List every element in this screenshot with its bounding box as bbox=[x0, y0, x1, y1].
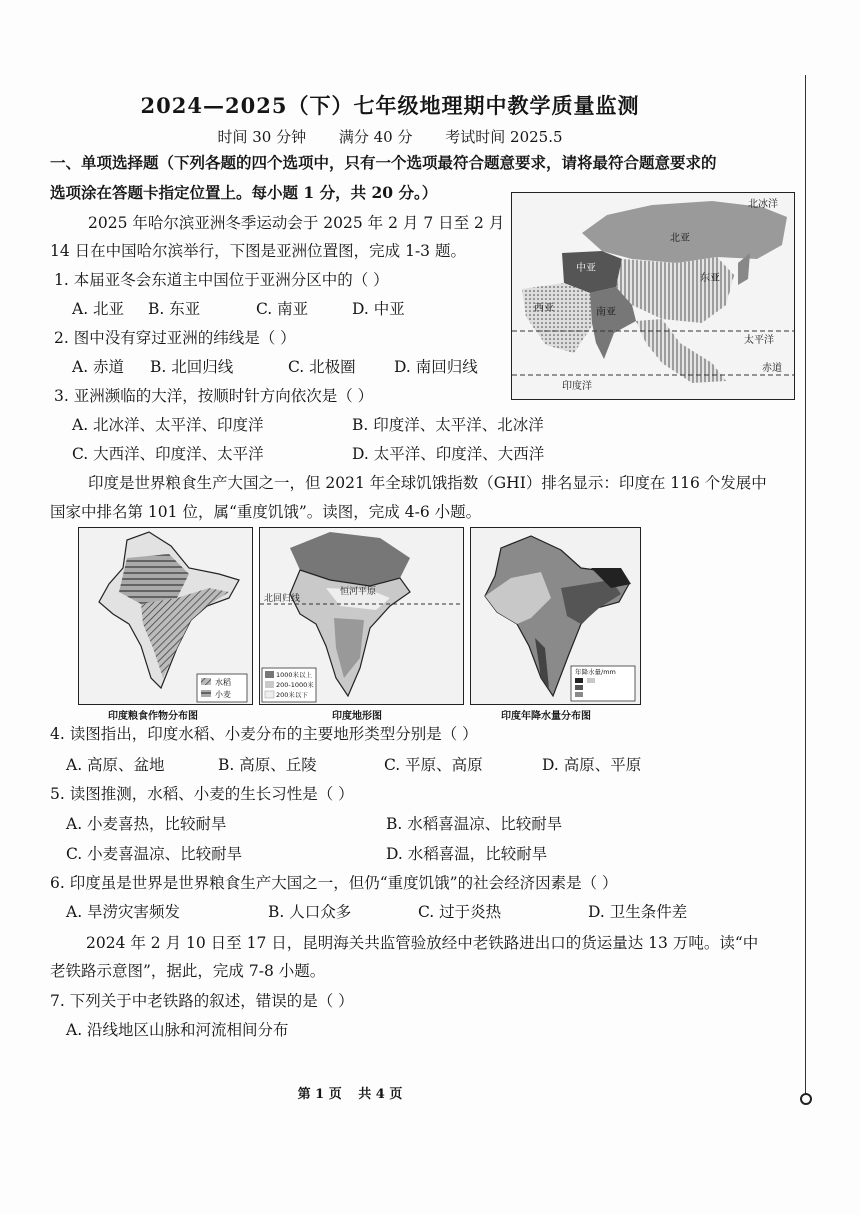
label-tropic-of-cancer: 北回归线 bbox=[264, 594, 301, 604]
page-total: 共 4 页 bbox=[358, 1087, 403, 1102]
label-arctic-ocean: 北冰洋 bbox=[748, 199, 778, 210]
intro3-line2: 老铁路示意图”，据此，完成 7-8 小题。 bbox=[50, 962, 326, 980]
q1-option-d: D. 中亚 bbox=[352, 300, 405, 318]
legend-200-1000m: 200-1000米 bbox=[276, 681, 314, 689]
q5-option-c: C. 小麦喜温凉、比较耐旱 bbox=[66, 845, 243, 863]
q6-option-d: D. 卫生条件差 bbox=[588, 903, 688, 921]
q6-option-c: C. 过于炎热 bbox=[418, 903, 502, 921]
intro1-line2: 14 日在中国哈尔滨举行，下图是亚洲位置图，完成 1-3 题。 bbox=[50, 242, 466, 260]
q6-option-a: A. 旱涝灾害频发 bbox=[66, 903, 181, 921]
label-central-asia: 中亚 bbox=[576, 263, 596, 274]
exam-info bbox=[0, 126, 780, 147]
india-crop-map bbox=[78, 527, 253, 705]
section-heading-line1: 一、单项选择题（下列各题的四个选项中，只有一个选项最符合题意要求，请将最符合题意要求的 bbox=[50, 153, 717, 172]
q5-option-b: B. 水稻喜温凉、比较耐旱 bbox=[386, 815, 563, 833]
q5-option-a: A. 小麦喜热，比较耐旱 bbox=[66, 815, 227, 833]
intro3-line1: 2024 年 2 月 10 日至 17 日，昆明海关共监管验放经中老铁路进出口的货运量达 13 万吨。读“中 bbox=[86, 934, 759, 952]
q1-stem: 1. 本届亚冬会东道主中国位于亚洲分区中的（ ） bbox=[54, 271, 389, 289]
binding-margin-line bbox=[805, 75, 806, 1095]
q1-option-b: B. 东亚 bbox=[148, 300, 201, 318]
q3-option-c: C. 大西洋、印度洋、太平洋 bbox=[72, 445, 264, 463]
q2-option-c: C. 北极圈 bbox=[288, 358, 356, 376]
rainfall-map-caption: 印度年降水量分布图 bbox=[501, 711, 591, 722]
legend-rice: 水稻 bbox=[215, 678, 231, 687]
label-east-asia: 东亚 bbox=[700, 273, 720, 284]
q3-stem: 3. 亚洲濒临的大洋，按顺时针方向依次是（ ） bbox=[54, 387, 374, 405]
q3-option-b: B. 印度洋、太平洋、北冰洋 bbox=[352, 416, 544, 434]
intro2-line2: 国家中排名第 101 位，属“重度饥饿”。读图，完成 4-6 小题。 bbox=[50, 503, 482, 521]
q4-option-c: C. 平原、高原 bbox=[384, 756, 483, 774]
q3-option-d: D. 太平洋、印度洋、大西洋 bbox=[352, 445, 545, 463]
india-rainfall-map bbox=[470, 527, 641, 705]
label-south-asia: 南亚 bbox=[596, 307, 616, 318]
legend-above-1000m: 1000米以上 bbox=[276, 671, 313, 679]
q4-stem: 4. 读图指出，印度水稻、小麦分布的主要地形类型分别是（ ） bbox=[50, 725, 478, 743]
terrain-map-caption: 印度地形图 bbox=[332, 711, 382, 722]
q6-option-b: B. 人口众多 bbox=[268, 903, 352, 921]
binding-ring bbox=[800, 1093, 812, 1105]
exam-title: 2024—2025（下）七年级地理期中教学质量监测 bbox=[140, 93, 640, 118]
q6-stem: 6. 印度虽是世界是世界粮食生产大国之一，但仍“重度饥饿”的社会经济因素是（ ） bbox=[50, 874, 618, 892]
intro2-line1: 印度是世界粮食生产大国之一，但 2021 年全球饥饿指数（GHI）排名显示：印度在 116 个发展中 bbox=[88, 474, 767, 492]
q2-option-b: B. 北回归线 bbox=[150, 358, 234, 376]
q4-option-a: A. 高原、盆地 bbox=[66, 756, 165, 774]
q2-option-d: D. 南回归线 bbox=[394, 358, 478, 376]
label-west-asia: 西亚 bbox=[534, 303, 554, 314]
crop-map-caption: 印度粮食作物分布图 bbox=[108, 711, 198, 722]
page-number: 第 1 页 bbox=[297, 1087, 342, 1102]
label-north-asia: 北亚 bbox=[670, 233, 690, 244]
legend-wheat: 小麦 bbox=[215, 690, 231, 699]
q5-stem: 5. 读图推测，水稻、小麦的生长习性是（ ） bbox=[50, 785, 354, 803]
exam-full-score: 满分 40 分 bbox=[338, 128, 413, 146]
q2-stem: 2. 图中没有穿过亚洲的纬线是（ ） bbox=[54, 329, 296, 347]
india-terrain-map bbox=[259, 527, 464, 705]
q4-option-b: B. 高原、丘陵 bbox=[218, 756, 317, 774]
asia-location-map bbox=[511, 192, 795, 400]
rainfall-legend-title: 年降水量/mm bbox=[575, 668, 616, 676]
label-indian-ocean: 印度洋 bbox=[562, 381, 592, 392]
intro1-line1: 2025 年哈尔滨亚洲冬季运动会于 2025 年 2 月 7 日至 2 月 bbox=[88, 214, 505, 232]
q7-stem: 7. 下列关于中老铁路的叙述，错误的是（ ） bbox=[50, 992, 354, 1010]
q3-option-a: A. 北冰洋、太平洋、印度洋 bbox=[72, 416, 264, 434]
q2-option-a: A. 赤道 bbox=[72, 358, 125, 376]
label-ganges-plain: 恒河平原 bbox=[340, 587, 377, 597]
label-pacific-ocean: 太平洋 bbox=[744, 335, 774, 346]
q1-option-a: A. 北亚 bbox=[72, 300, 125, 318]
q7-option-a: A. 沿线地区山脉和河流相间分布 bbox=[66, 1021, 289, 1039]
q1-option-c: C. 南亚 bbox=[256, 300, 309, 318]
label-equator: 赤道 bbox=[762, 363, 782, 374]
q4-option-d: D. 高原、平原 bbox=[542, 756, 642, 774]
page-footer bbox=[0, 1083, 700, 1102]
legend-below-200m: 200米以下 bbox=[276, 691, 308, 699]
exam-duration: 时间 30 分钟 bbox=[217, 128, 307, 146]
section-heading-line2: 选项涂在答题卡指定位置上。每小题 1 分，共 20 分。） bbox=[50, 183, 438, 202]
exam-date: 考试时间 2025.5 bbox=[445, 128, 563, 146]
q5-option-d: D. 水稻喜温，比较耐旱 bbox=[386, 845, 548, 863]
